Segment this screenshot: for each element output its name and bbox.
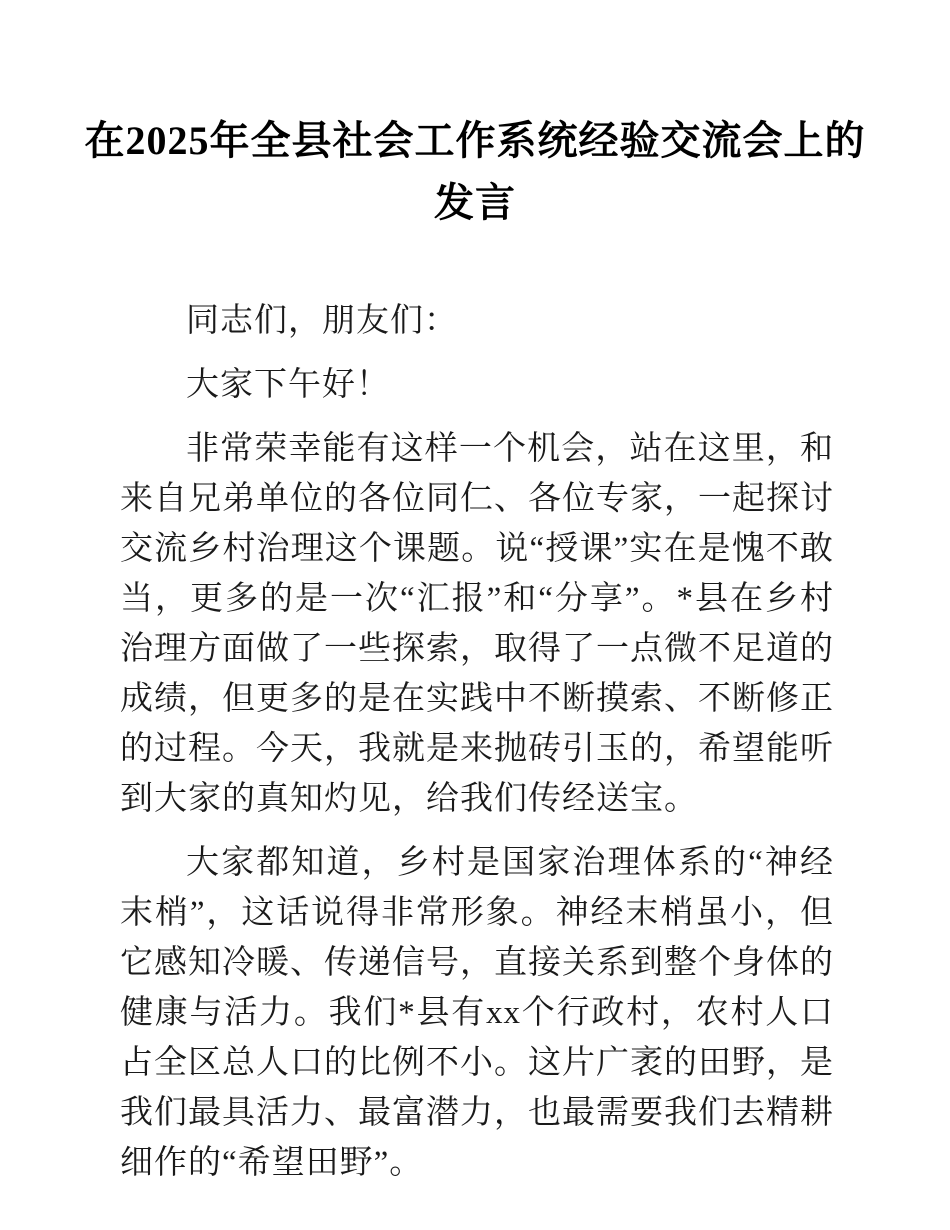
paragraph-body: 大家都知道，乡村是国家治理体系的“神经末梢”，这话说得非常形象。神经末梢虽小，但它感知冷暖、传递信号，直接关系到整个身体的健康与活力。我们*县有xx个行政村，农村人口占全区总人口的比例不小。这片广袤的田野，是我们最具活力、最富潜力，也最需要我们去精耕细作的“希望田野”。 [120, 845, 834, 1181]
document-body [120, 296, 834, 1188]
paragraph-greeting: 大家下午好！ [186, 367, 390, 403]
document-title [62, 110, 888, 234]
document-title-line-2: 发言 [434, 180, 516, 225]
document-title-line-1: 在2025年全县社会工作系统经验交流会上的 [84, 118, 866, 163]
paragraph-opening: 非常荣幸能有这样一个机会，站在这里，和来自兄弟单位的各位同仁、各位专家，一起探讨交流乡村治理这个课题。说“授课”实在是愧不敢当，更多的是一次“汇报”和“分享”。*县在乡村治理方面做了一些探索，取得了一点微不足道的成绩，但更多的是在实践中不断摸索、不断修正的过程。今天，我就是来抛砖引玉的，希望能听到大家的真知灼见，给我们传经送宝。 [120, 431, 834, 817]
paragraph-salutation: 同志们，朋友们： [186, 303, 458, 339]
